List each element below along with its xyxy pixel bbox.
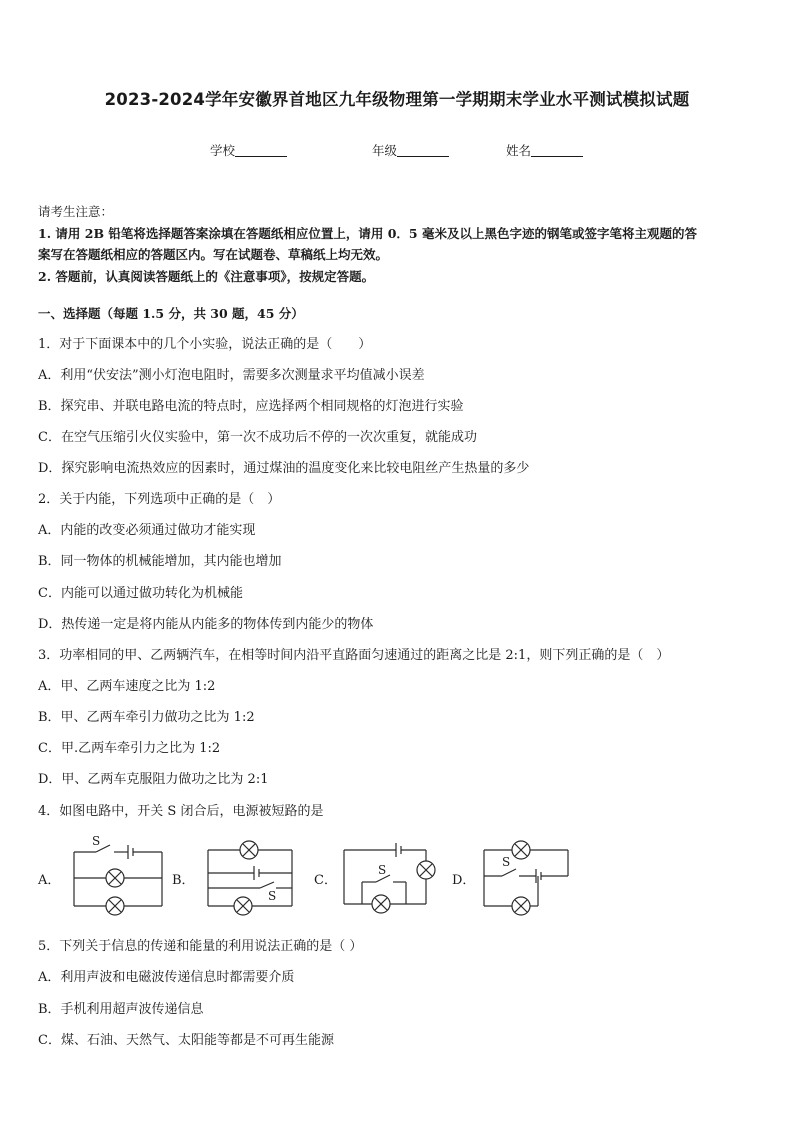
circuit-diagram-c — [340, 838, 440, 916]
question-3-option-a[interactable]: A．甲、乙两车速度之比为 1:2 — [38, 679, 216, 694]
notes-item-1-line-1: 1. 请用 2B 铅笔将选择题答案涂填在答题纸相应位置上，请用 0．5 毫米及以上黑色字迹的钢笔或签字笔将主观题的答 — [38, 225, 697, 241]
question-5-option-a[interactable]: A．利用声波和电磁波传递信息时都需要介质 — [38, 970, 295, 985]
name-field[interactable] — [506, 141, 583, 159]
question-3-option-c[interactable]: C．甲.乙两车牵引力之比为 1:2 — [38, 741, 221, 756]
grade-field[interactable] — [372, 141, 449, 159]
notes-item-2: 2. 答题前，认真阅读答题纸上的《注意事项》，按规定答题。 — [38, 268, 375, 284]
question-5-option-c[interactable]: C．煤、石油、天然气、太阳能等都是不可再生能源 — [38, 1033, 334, 1048]
student-info-row — [0, 141, 794, 161]
question-2-option-d[interactable]: D．热传递一定是将内能从内能多的物体传到内能少的物体 — [38, 617, 374, 632]
question-4-option-d[interactable]: D． — [452, 873, 476, 888]
circuit-diagram-a — [70, 834, 166, 916]
question-2-option-b[interactable]: B．同一物体的机械能增加，其内能也增加 — [38, 554, 282, 569]
grade-blank[interactable] — [397, 143, 449, 157]
question-4-option-c[interactable]: C． — [314, 873, 337, 888]
question-5-stem: 5．下列关于信息的传递和能量的利用说法正确的是（ ） — [38, 939, 363, 954]
question-3-stem: 3．功率相同的甲、乙两辆汽车，在相等时间内沿平直路面匀速通过的距离之比是 2:1，则下列正确的是（ ） — [38, 648, 670, 663]
question-4-option-b[interactable]: B． — [172, 873, 195, 888]
question-1-stem: 1．对于下面课本中的几个小实验，说法正确的是（ ） — [38, 337, 372, 352]
svg-text:S: S — [92, 834, 101, 848]
svg-text:S: S — [378, 863, 387, 877]
school-field[interactable] — [210, 141, 287, 159]
exam-notes — [38, 201, 758, 287]
school-blank[interactable] — [235, 143, 287, 157]
question-1-option-a[interactable]: A．利用“伏安法”测小灯泡电阻时，需要多次测量求平均值减小误差 — [38, 368, 425, 383]
name-blank[interactable] — [531, 143, 583, 157]
circuit-diagram-d — [480, 840, 572, 916]
notes-heading: 请考生注意： — [38, 204, 114, 219]
question-2-stem: 2．关于内能，下列选项中正确的是（ ） — [38, 492, 281, 507]
question-2-option-a[interactable]: A．内能的改变必须通过做功才能实现 — [38, 523, 256, 538]
question-1-option-d[interactable]: D．探究影响电流热效应的因素时，通过煤油的温度变化来比较电阻丝产生热量的多少 — [38, 461, 530, 476]
svg-text:S: S — [502, 855, 511, 869]
notes-item-1-line-2: 案写在答题纸相应的答题区内。写在试题卷、草稿纸上均无效。 — [38, 247, 389, 262]
question-4-option-a[interactable]: A． — [38, 873, 61, 888]
question-5-option-b[interactable]: B．手机利用超声波传递信息 — [38, 1002, 204, 1017]
question-3-option-d[interactable]: D．甲、乙两车克服阻力做功之比为 2:1 — [38, 772, 269, 787]
name-label: 姓名 — [506, 143, 532, 158]
page-title: 2023-2024学年安徽界首地区九年级物理第一学期期末学业水平测试模拟试题 — [104, 90, 690, 109]
grade-label: 年级 — [372, 143, 398, 158]
question-4-stem: 4．如图电路中，开关 S 闭合后，电源被短路的是 — [38, 804, 324, 819]
question-3-option-b[interactable]: B．甲、乙两车牵引力做功之比为 1:2 — [38, 710, 255, 725]
school-label: 学校 — [210, 143, 236, 158]
question-2-option-c[interactable]: C．内能可以通过做功转化为机械能 — [38, 586, 243, 601]
circuit-diagram-b — [204, 840, 296, 916]
section-heading: 一、选择题（每题 1.5 分，共 30 题，45 分） — [38, 306, 304, 321]
question-1-option-b[interactable]: B．探究串、并联电路电流的特点时，应选择两个相同规格的灯泡进行实验 — [38, 399, 464, 414]
question-1-option-c[interactable]: C．在空气压缩引火仪实验中，第一次不成功后不停的一次次重复，就能成功 — [38, 430, 477, 445]
svg-text:S: S — [268, 889, 277, 903]
